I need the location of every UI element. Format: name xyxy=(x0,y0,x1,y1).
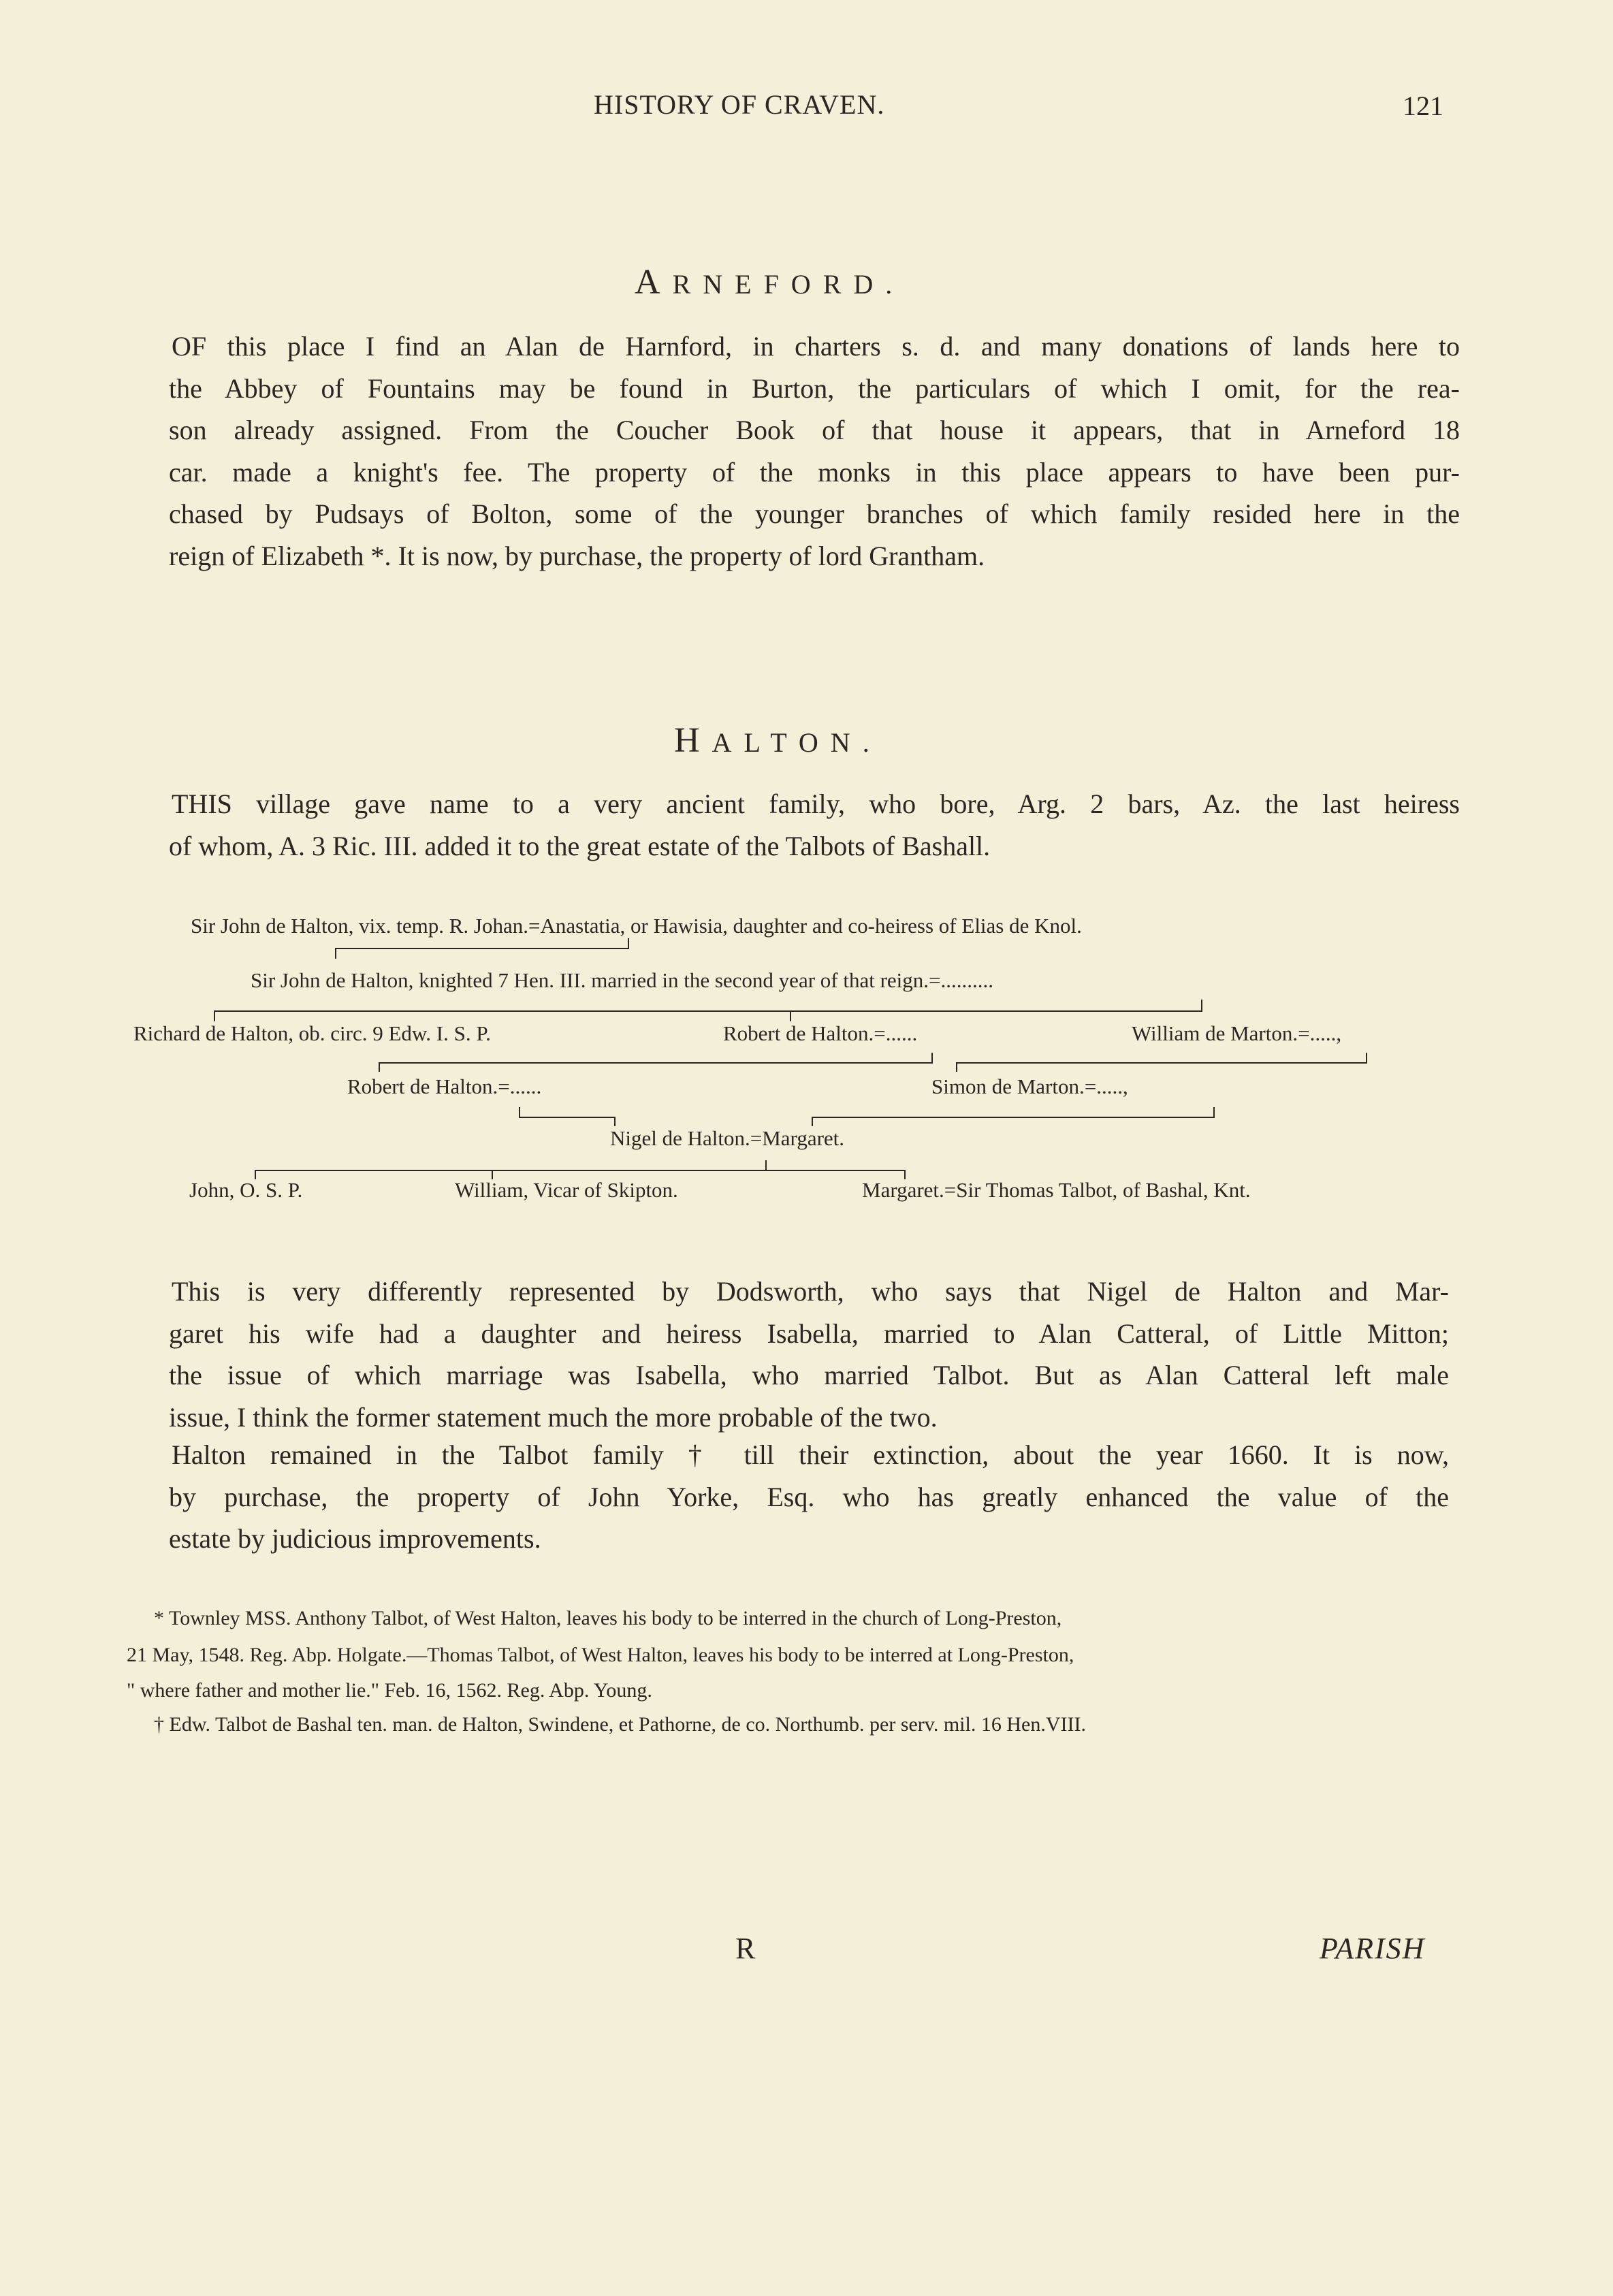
text-line: estate by judicious improvements. xyxy=(169,1523,541,1554)
pedigree-connector xyxy=(628,938,629,949)
pedigree-connector xyxy=(255,1170,906,1171)
text-line: of whom, A. 3 Ric. III. added it to the great estate of the Talbots of Bashall. xyxy=(169,830,991,861)
text-line: OF this place I find an Alan de Harnford, in charters s. d. and many donations of lands here to xyxy=(172,331,1460,362)
pedigree-connector xyxy=(790,1010,791,1021)
text-line: garet his wife had a daughter and heiress Isabella, married to Alan Catteral, of Little Mitton; xyxy=(169,1318,1449,1349)
section-heading-halton: HALTON. xyxy=(674,721,882,760)
text-line: the Abbey of Fountains may be found in Burton, the particulars of which I omit, for the rea- xyxy=(169,372,1460,404)
halton-conclusion-paragraph xyxy=(169,1434,1449,1560)
pedigree-connector xyxy=(1201,1000,1202,1010)
pedigree-connector xyxy=(931,1053,933,1062)
pedigree-connector xyxy=(1213,1107,1215,1117)
pedigree-row-4-right: Simon de Marton.=....., xyxy=(931,1074,1128,1098)
footnote-line: † Edw. Talbot de Bashal ten. man. de Halton, Swindene, et Pathorne, de co. Northumb. per serv. mil. 16 Hen.VIII. xyxy=(154,1713,1086,1736)
heading-initial: H xyxy=(674,721,712,760)
footnote-line: 21 May, 1548. Reg. Abp. Holgate.—Thomas Talbot, of West Halton, leaves his body to be interred at Long-Preston, xyxy=(127,1644,1074,1666)
pedigree-connector xyxy=(335,948,336,959)
pedigree-row-6-right: Margaret.=Sir Thomas Talbot, of Bashal, Knt. xyxy=(862,1178,1251,1202)
text-line: This is very differently represented by Dodsworth, who says that Nigel de Halton and Mar- xyxy=(172,1276,1449,1307)
pedigree-connector xyxy=(379,1062,933,1064)
arneford-paragraph xyxy=(169,325,1460,577)
heading-initial: A xyxy=(635,263,673,302)
halton-intro-paragraph xyxy=(169,783,1460,867)
pedigree-connector xyxy=(614,1117,616,1126)
pedigree-row-3-left: Richard de Halton, ob. circ. 9 Edw. I. S. P. xyxy=(133,1021,491,1045)
pedigree-row-3-right: William de Marton.=....., xyxy=(1132,1021,1342,1045)
pedigree-connector xyxy=(214,1010,215,1021)
page-number: 121 xyxy=(1403,91,1443,121)
text-line: THIS village gave name to a very ancient family, who bore, Arg. 2 bars, Az. the last heiress xyxy=(172,788,1460,819)
text-line: chased by Pudsays of Bolton, some of the younger branches of which family resided here in the xyxy=(169,498,1460,529)
pedigree-connector xyxy=(812,1117,813,1126)
catchword: PARISH xyxy=(1320,1932,1426,1965)
pedigree-row-5: Nigel de Halton.=Margaret. xyxy=(610,1126,845,1150)
footnote-line: " where father and mother lie." Feb. 16, 1562. Reg. Abp. Young. xyxy=(127,1679,652,1702)
pedigree-row-6-left: John, O. S. P. xyxy=(189,1178,303,1202)
pedigree-connector xyxy=(335,948,629,949)
text-line: son already assigned. From the Coucher Book of that house it appears, that in Arneford 18 xyxy=(169,415,1460,445)
section-heading-arneford: ARNEFORD. xyxy=(635,263,905,302)
text-line: Halton remained in the Talbot family † till their extinction, about the year 1660. It is now, xyxy=(172,1439,1449,1470)
pedigree-connector xyxy=(214,1010,1202,1012)
pedigree-row-2: Sir John de Halton, knighted 7 Hen. III. married in the second year of that reign.=.......... xyxy=(251,968,994,992)
text-line: reign of Elizabeth *. It is now, by purchase, the property of lord Grantham. xyxy=(169,540,985,571)
pedigree-row-6-middle: William, Vicar of Skipton. xyxy=(455,1178,678,1202)
pedigree-row-4-left: Robert de Halton.=...... xyxy=(347,1074,542,1098)
pedigree-connector xyxy=(519,1107,520,1117)
text-line: issue, I think the former statement much the more probable of the two. xyxy=(169,1401,938,1433)
pedigree-row-3-middle: Robert de Halton.=...... xyxy=(723,1021,918,1045)
pedigree-connector xyxy=(956,1062,957,1072)
text-line: the issue of which marriage was Isabella, who married Talbot. But as Alan Catteral left male xyxy=(169,1360,1449,1390)
pedigree-connector xyxy=(812,1117,1215,1118)
pedigree-connector xyxy=(956,1062,1367,1064)
pedigree-connector xyxy=(1366,1053,1367,1062)
footnote-line: * Townley MSS. Anthony Talbot, of West Halton, leaves his body to be interred in the church of Long-Preston, xyxy=(154,1607,1062,1629)
halton-discussion-paragraph xyxy=(169,1271,1449,1438)
signature-mark: R xyxy=(735,1932,756,1965)
pedigree-connector xyxy=(379,1062,380,1072)
text-line: car. made a knight's fee. The property of the monks in this place appears to have been pur- xyxy=(169,456,1460,488)
pedigree-connector xyxy=(519,1117,616,1118)
pedigree-row-1: Sir John de Halton, vix. temp. R. Johan.=Anastatia, or Hawisia, daughter and co-heiress of Elias de Knol. xyxy=(191,914,1082,938)
text-line: by purchase, the property of John Yorke, Esq. who has greatly enhanced the value of the xyxy=(169,1481,1449,1512)
running-title: HISTORY OF CRAVEN. xyxy=(594,89,885,120)
pedigree-connector xyxy=(765,1160,767,1170)
